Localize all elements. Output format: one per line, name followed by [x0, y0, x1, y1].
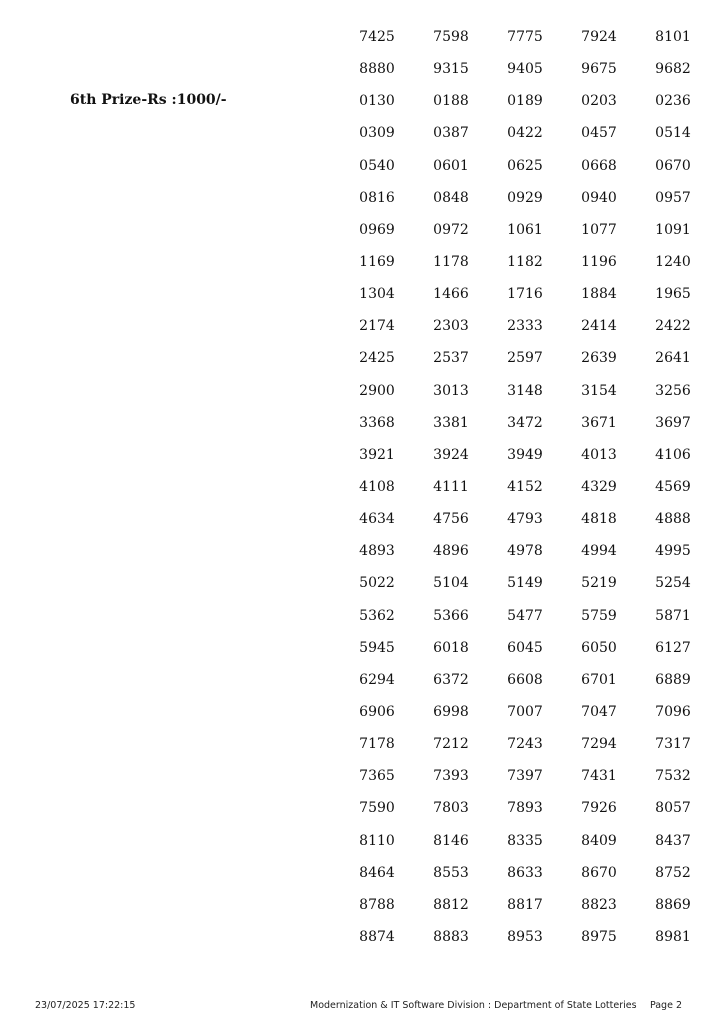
ticket-number: 1716 [507, 286, 543, 303]
number-row [340, 382, 710, 414]
ticket-number: 7803 [433, 800, 469, 817]
ticket-number: 0929 [507, 189, 543, 206]
ticket-number: 3924 [433, 446, 469, 463]
ticket-number: 3148 [507, 382, 543, 399]
ticket-number: 0188 [433, 93, 469, 110]
number-row [340, 896, 710, 928]
ticket-number: 5366 [433, 607, 469, 624]
ticket-number: 4152 [507, 478, 543, 495]
ticket-number: 0422 [507, 125, 543, 142]
ticket-number: 0668 [581, 157, 617, 174]
ticket-number: 8752 [655, 864, 691, 881]
footer-datetime: 23/07/2025 17:22:15 [35, 1000, 136, 1011]
number-row [340, 864, 710, 896]
ticket-number: 9315 [433, 61, 469, 78]
ticket-number: 6608 [507, 671, 543, 688]
ticket-number: 8110 [359, 832, 395, 849]
ticket-number: 4634 [359, 511, 395, 528]
ticket-number: 7425 [359, 29, 395, 45]
ticket-number: 2537 [433, 350, 469, 367]
ticket-number: 4756 [433, 511, 469, 528]
ticket-number: 9405 [507, 61, 543, 78]
ticket-number: 8464 [359, 864, 395, 881]
ticket-number: 5871 [655, 607, 691, 624]
ticket-number: 4013 [581, 446, 617, 463]
ticket-number: 0957 [655, 189, 691, 206]
number-row [340, 542, 710, 574]
ticket-number: 6050 [581, 639, 617, 656]
ticket-number: 2174 [359, 318, 395, 335]
ticket-number: 1240 [655, 253, 691, 270]
ticket-number: 1965 [655, 286, 691, 303]
ticket-number: 7317 [655, 736, 691, 753]
ticket-number: 3472 [507, 414, 543, 431]
ticket-number: 5254 [655, 575, 691, 592]
ticket-number: 8880 [359, 61, 395, 78]
ticket-number: 8409 [581, 832, 617, 849]
ticket-number: 7212 [433, 736, 469, 753]
ticket-number: 3921 [359, 446, 395, 463]
number-row [340, 510, 710, 542]
number-row [340, 607, 710, 639]
ticket-number: 0972 [433, 221, 469, 238]
ticket-number: 7893 [507, 800, 543, 817]
ticket-number: 8817 [507, 896, 543, 913]
ticket-number: 2641 [655, 350, 691, 367]
ticket-number: 5759 [581, 607, 617, 624]
ticket-number: 6045 [507, 639, 543, 656]
ticket-number: 0969 [359, 221, 395, 238]
ticket-number: 4818 [581, 511, 617, 528]
ticket-number: 0236 [655, 93, 691, 110]
number-row [340, 671, 710, 703]
ticket-number: 6906 [359, 703, 395, 720]
ticket-number: 3671 [581, 414, 617, 431]
number-row [340, 574, 710, 606]
ticket-number: 7178 [359, 736, 395, 753]
number-row [340, 157, 710, 189]
ticket-number: 7047 [581, 703, 617, 720]
ticket-number: 6889 [655, 671, 691, 688]
ticket-number: 8437 [655, 832, 691, 849]
ticket-number: 7393 [433, 768, 469, 785]
ticket-number: 0189 [507, 93, 543, 110]
ticket-number: 7365 [359, 768, 395, 785]
ticket-number: 8553 [433, 864, 469, 881]
ticket-number: 8812 [433, 896, 469, 913]
ticket-number: 4106 [655, 446, 691, 463]
ticket-number: 0457 [581, 125, 617, 142]
ticket-number: 0625 [507, 157, 543, 174]
ticket-number: 8823 [581, 896, 617, 913]
ticket-number: 4569 [655, 478, 691, 495]
ticket-number: 3013 [433, 382, 469, 399]
ticket-number: 4329 [581, 478, 617, 495]
footer-department: Modernization & IT Software Division : Department of State Lotteries [310, 1000, 637, 1011]
ticket-number: 1091 [655, 221, 691, 238]
ticket-number: 5022 [359, 575, 395, 592]
number-row [340, 92, 710, 124]
ticket-number: 0514 [655, 125, 691, 142]
ticket-number: 3697 [655, 414, 691, 431]
ticket-number: 0670 [655, 157, 691, 174]
number-row [340, 478, 710, 510]
ticket-number: 9682 [655, 61, 691, 78]
ticket-number: 1178 [433, 253, 469, 270]
ticket-number: 5945 [359, 639, 395, 656]
ticket-number: 7096 [655, 703, 691, 720]
ticket-number: 6998 [433, 703, 469, 720]
ticket-number: 7294 [581, 736, 617, 753]
ticket-number: 4893 [359, 543, 395, 560]
ticket-number: 3381 [433, 414, 469, 431]
ticket-number: 8146 [433, 832, 469, 849]
ticket-number: 5477 [507, 607, 543, 624]
number-row [340, 735, 710, 767]
number-row [340, 253, 710, 285]
prize-label: 6th Prize-Rs :1000/- [70, 92, 227, 108]
footer-page-number: Page 2 [649, 1000, 682, 1011]
ticket-number: 0203 [581, 93, 617, 110]
ticket-number: 7775 [507, 29, 543, 45]
page-footer [0, 1000, 724, 1016]
ticket-number: 4896 [433, 543, 469, 560]
ticket-number: 8981 [655, 928, 691, 945]
number-row [340, 799, 710, 831]
number-row [340, 124, 710, 156]
ticket-number: 5104 [433, 575, 469, 592]
ticket-number: 8883 [433, 928, 469, 945]
ticket-number: 4793 [507, 511, 543, 528]
ticket-number: 7590 [359, 800, 395, 817]
ticket-number: 2333 [507, 318, 543, 335]
ticket-number: 1196 [581, 253, 617, 270]
ticket-number: 2414 [581, 318, 617, 335]
ticket-number: 5219 [581, 575, 617, 592]
ticket-number: 1304 [359, 286, 395, 303]
ticket-number: 7397 [507, 768, 543, 785]
ticket-number: 8869 [655, 896, 691, 913]
ticket-number: 7243 [507, 736, 543, 753]
ticket-number: 3949 [507, 446, 543, 463]
ticket-number: 8874 [359, 928, 395, 945]
ticket-number: 6294 [359, 671, 395, 688]
ticket-number: 8953 [507, 928, 543, 945]
ticket-number: 7007 [507, 703, 543, 720]
ticket-number: 8633 [507, 864, 543, 881]
ticket-number: 7598 [433, 29, 469, 45]
number-row [340, 221, 710, 253]
ticket-number: 2639 [581, 350, 617, 367]
ticket-number: 0816 [359, 189, 395, 206]
ticket-number: 7532 [655, 768, 691, 785]
number-row [340, 639, 710, 671]
ticket-number: 2422 [655, 318, 691, 335]
number-row [340, 189, 710, 221]
ticket-number: 4995 [655, 543, 691, 560]
ticket-number: 1182 [507, 253, 543, 270]
number-row [340, 28, 710, 60]
number-row [340, 703, 710, 735]
ticket-number: 4994 [581, 543, 617, 560]
number-row [340, 317, 710, 349]
ticket-number: 0940 [581, 189, 617, 206]
number-row [340, 832, 710, 864]
ticket-number: 8335 [507, 832, 543, 849]
ticket-number: 3368 [359, 414, 395, 431]
ticket-number: 1884 [581, 286, 617, 303]
ticket-number: 8788 [359, 896, 395, 913]
ticket-number: 1077 [581, 221, 617, 238]
ticket-number: 6018 [433, 639, 469, 656]
ticket-number: 5149 [507, 575, 543, 592]
ticket-number: 3154 [581, 382, 617, 399]
ticket-number: 1061 [507, 221, 543, 238]
ticket-number: 6701 [581, 671, 617, 688]
ticket-number: 2900 [359, 382, 395, 399]
ticket-number: 2425 [359, 350, 395, 367]
ticket-number: 0309 [359, 125, 395, 142]
ticket-number: 8101 [655, 29, 691, 45]
number-row [340, 446, 710, 478]
number-row [340, 767, 710, 799]
ticket-number: 0540 [359, 157, 395, 174]
number-row [340, 928, 710, 960]
ticket-number: 1169 [359, 253, 395, 270]
number-row [340, 414, 710, 446]
ticket-number: 8975 [581, 928, 617, 945]
ticket-number: 8057 [655, 800, 691, 817]
ticket-number: 8670 [581, 864, 617, 881]
ticket-number: 1466 [433, 286, 469, 303]
ticket-number: 3256 [655, 382, 691, 399]
ticket-number: 4111 [433, 478, 469, 495]
ticket-number: 4978 [507, 543, 543, 560]
ticket-number: 2597 [507, 350, 543, 367]
number-row [340, 349, 710, 381]
ticket-number: 9675 [581, 61, 617, 78]
ticket-number: 0130 [359, 93, 395, 110]
ticket-number: 0848 [433, 189, 469, 206]
ticket-number: 6372 [433, 671, 469, 688]
ticket-number: 7926 [581, 800, 617, 817]
number-row [340, 60, 710, 92]
ticket-number: 0601 [433, 157, 469, 174]
ticket-number: 4888 [655, 511, 691, 528]
ticket-number: 0387 [433, 125, 469, 142]
ticket-number: 5362 [359, 607, 395, 624]
ticket-number: 7431 [581, 768, 617, 785]
ticket-number: 4108 [359, 478, 395, 495]
ticket-number: 7924 [581, 29, 617, 45]
ticket-number: 6127 [655, 639, 691, 656]
number-row [340, 285, 710, 317]
ticket-number: 2303 [433, 318, 469, 335]
winning-numbers-grid [340, 28, 710, 960]
